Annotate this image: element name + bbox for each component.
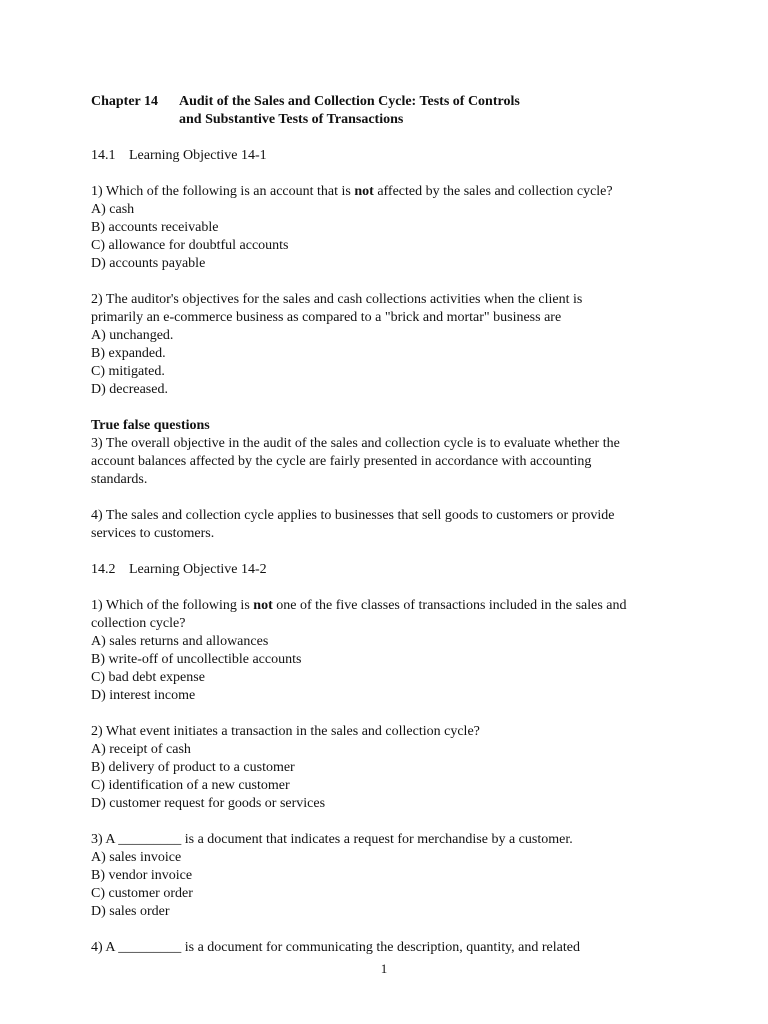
question-stem: standards. [91,472,148,487]
chapter-title-line-2: and Substantive Tests of Transactions [179,112,404,127]
answer-option: A) sales invoice [91,850,182,865]
question-stem: 4) A _________ is a document for communicating the description, quantity, and related [91,940,580,955]
question-stem: collection cycle? [91,616,186,631]
document-page [91,93,691,957]
section-heading-14-1: 14.1 Learning Objective 14-1 [91,148,267,163]
answer-option: D) interest income [91,688,196,703]
answer-option: D) accounts payable [91,256,206,271]
answer-option: C) mitigated. [91,364,165,379]
answer-option: C) bad debt expense [91,670,205,685]
answer-option: D) decreased. [91,382,168,397]
chapter-title-line-1 [91,93,691,111]
question-stem: 3) The overall objective in the audit of the sales and collection cycle is to evaluate whether the [91,436,620,451]
answer-option: D) sales order [91,904,170,919]
question-stem: account balances affected by the cycle are fairly presented in accordance with accounting [91,454,592,469]
answer-option: B) expanded. [91,346,166,361]
question-stem: 1) Which of the following is an account that is not affected by the sales and collection cycle? [91,184,613,199]
true-false-heading: True false questions [91,418,210,433]
page-number: 1 [380,961,388,976]
question-stem: 2) What event initiates a transaction in the sales and collection cycle? [91,724,480,739]
section-heading-14-2: 14.2 Learning Objective 14-2 [91,562,267,577]
question-stem: primarily an e-commerce business as compared to a "brick and mortar" business are [91,310,562,325]
question-stem: 4) The sales and collection cycle applies to businesses that sell goods to customers or provide [91,508,615,523]
chapter-label: Chapter 14 [91,94,159,109]
answer-option: B) delivery of product to a customer [91,760,295,775]
answer-option: A) unchanged. [91,328,174,343]
answer-option: B) write-off of uncollectible accounts [91,652,302,667]
answer-option: C) identification of a new customer [91,778,290,793]
answer-option: D) customer request for goods or services [91,796,326,811]
answer-option: C) customer order [91,886,193,901]
question-stem: services to customers. [91,526,215,541]
question-stem: 2) The auditor's objectives for the sales and cash collections activities when the client is [91,292,583,307]
answer-option: A) receipt of cash [91,742,191,757]
answer-option: A) sales returns and allowances [91,634,269,649]
question-stem: 1) Which of the following is not one of the five classes of transactions included in the sales and [91,598,627,613]
answer-option: A) cash [91,202,135,217]
chapter-title: Audit of the Sales and Collection Cycle: Tests of Controls [179,94,520,109]
answer-option: B) vendor invoice [91,868,193,883]
question-stem: 3) A _________ is a document that indicates a request for merchandise by a customer. [91,832,573,847]
answer-option: C) allowance for doubtful accounts [91,238,289,253]
answer-option: B) accounts receivable [91,220,219,235]
